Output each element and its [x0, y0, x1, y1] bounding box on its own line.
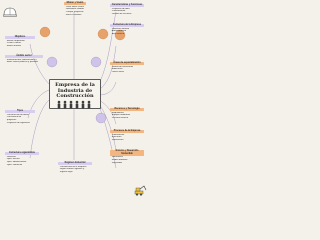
node-item: • Dpto. técnico: [6, 158, 39, 161]
node-title: Entorno y Desarrollo Sostenible: [110, 150, 144, 156]
node-item: • Personal técnico: [111, 117, 144, 120]
node-item: • Cumplir proyectos: [65, 11, 86, 14]
node-especializacion: [110, 62, 144, 74]
node-item: • Supervisión: [111, 139, 144, 142]
node-title: Tipos: [5, 110, 35, 113]
mind-map-page: [0, 0, 149, 198]
node-item: • Construcción de obras: [6, 114, 35, 117]
node-title: Procesos de la Empresa: [110, 130, 144, 133]
helmet-icon: [3, 5, 17, 17]
node-item: • Misión corporativa: [6, 40, 35, 43]
node-item: • Diseño de estructuras: [111, 66, 144, 69]
node-item: • proyectos: [6, 119, 35, 122]
node-title: Régimen Industrial: [58, 162, 92, 165]
node-caracteristicas: [110, 4, 144, 16]
node-title: Características y Funciones: [111, 4, 143, 7]
node-item: • Constitución de la empresa: [59, 166, 92, 169]
node-item: • Dpto. administrativo: [6, 161, 39, 164]
node-item: • Área técnica: [111, 33, 144, 36]
node-item: • obras civiles públicas y privadas: [6, 61, 43, 64]
node-title: Ámbito sector: [5, 55, 43, 58]
node-objetivos: [5, 36, 35, 48]
node-title: Estructura organizativa: [5, 152, 39, 155]
node-item: • Maquinarias: [111, 112, 144, 115]
excavator-icon: [134, 183, 147, 194]
node-regimen: [58, 162, 92, 174]
node-entorno: [110, 150, 144, 164]
node-item: • Metas anuales: [6, 45, 35, 48]
central-title: Empresa de la Industria de Construcción: [55, 82, 95, 100]
node-item: • Gerencia: [6, 156, 39, 159]
node-title: Objetivos: [5, 36, 35, 39]
node-item: • Ejecución: [111, 136, 144, 139]
node-item: • Servir a clientes: [65, 14, 86, 17]
node-ambito: [5, 55, 43, 64]
node-item: • Planificación: [111, 134, 144, 137]
node-estructura-organizativa: [5, 152, 39, 166]
node-item: • registro legal: [59, 171, 92, 174]
node-item: • Seguridad: [111, 162, 144, 165]
node-estructura: [110, 24, 144, 36]
node-item: • Medio ambiente: [111, 159, 144, 162]
node-item: • Obras viales: [111, 71, 144, 74]
node-item: • Proyectos de obra: [111, 8, 144, 11]
node-item: • Gerencia General: [111, 28, 144, 31]
node-procesos: [110, 130, 144, 142]
node-item: • según normas vigentes y: [59, 168, 92, 171]
node-item: • Proyectos de ingeniería: [6, 122, 35, 125]
node-item: • Visión a futuro: [6, 42, 35, 45]
node-title: Misión y Visión: [64, 2, 86, 5]
node-item: • Administración: [111, 30, 144, 33]
node-item: • Gestión de recursos: [111, 13, 144, 16]
node-title: Recursos y Tecnología: [110, 108, 144, 111]
node-item: • Normativas: [111, 156, 144, 159]
node-item: • Planeamiento: [111, 10, 144, 13]
node-item: • Infraestructura, edificaciones y: [6, 59, 43, 62]
node-mision-vision: [64, 2, 86, 16]
node-item: • Consultoría de: [6, 116, 35, 119]
node-recursos: [110, 108, 144, 120]
node-tipos: [5, 110, 35, 124]
node-item: • Garantizar calidad: [65, 8, 86, 11]
node-item: • Dpto. comercial: [6, 164, 39, 167]
workers-illustration: [55, 96, 93, 105]
node-title: Estructura de la Empresa: [110, 24, 144, 27]
node-item: • Crear obras civiles: [65, 6, 86, 9]
node-item: • Equipos modernos: [111, 114, 144, 117]
node-item: • Edificación: [111, 68, 144, 71]
node-title: Áreas de especialización: [110, 62, 144, 65]
